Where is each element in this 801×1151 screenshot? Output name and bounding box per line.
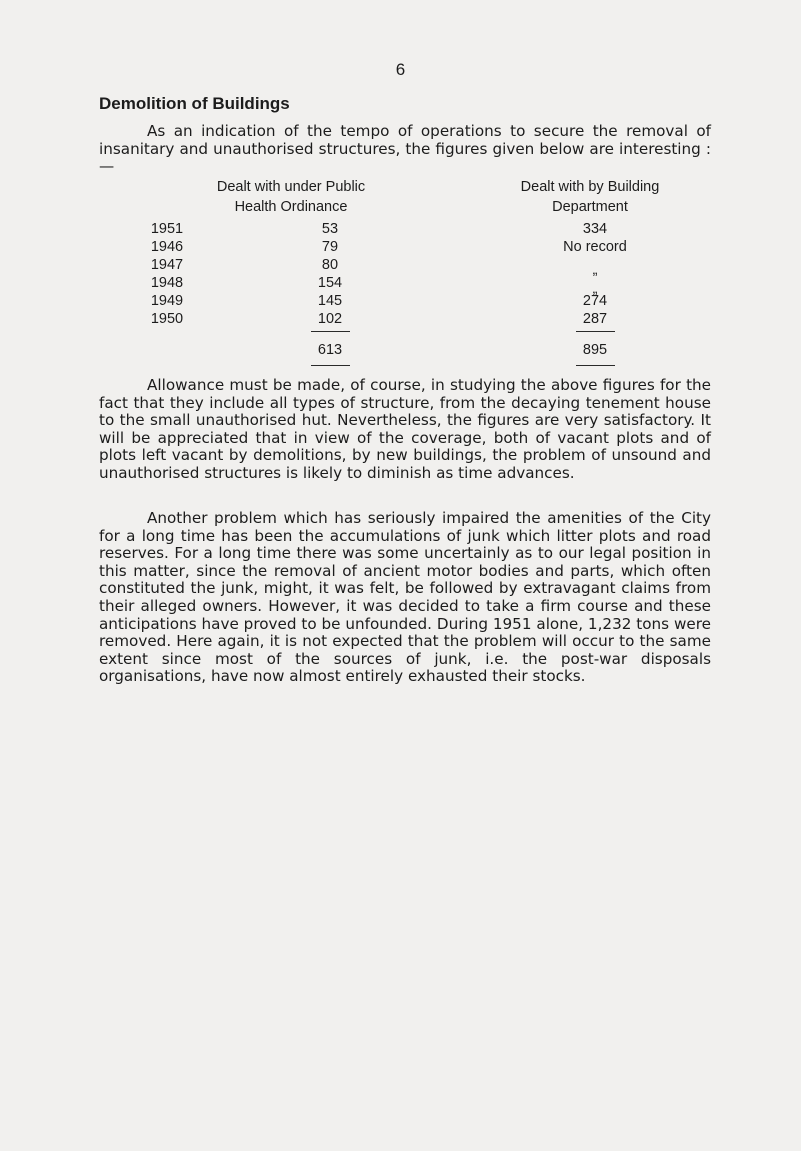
table-row-year: 1948 — [150, 275, 184, 291]
table-row-public-health-value: 154 — [317, 275, 343, 291]
total-rule-building-dept — [576, 365, 615, 366]
column-header-building-dept — [495, 177, 685, 217]
body-paragraph-allowance: Allowance must be made, of course, in studying the above figures for the fact that they include all types of structure, from the decaying tenement house to the small unauthorised hut. Nevertheless, the figures are very satisfactory. It will be appreciated that in view of the coverage, both of vacant plots and of plots left vacant by demolitions, by new buildings, the problem of unsound and unauthorised structures is likely to diminish as time advances. — [99, 376, 711, 482]
table-row-year: 1947 — [150, 257, 184, 273]
body-paragraph-junk: Another problem which has seriously impaired the amenities of the City for a long time has been the accumulations of junk which litter plots and road reserves. For a long time there was some uncertainly as to our legal position in this matter, since the removal of ancient motor bodies and parts, which often constituted the junk, might, it was felt, be followed by extravagant claims from their alleged owners. However, it was decided to take a firm course and these anticipations have proved to be unfounded. During 1951 alone, 1,232 tons were removed. Here again, it is not expected that the problem will occur to the same extent since most of the sources of junk, i.e. the post-war disposals organisations, have now almost entirely exhausted their stocks. — [99, 509, 711, 686]
subtotal-rule-building-dept — [576, 331, 615, 332]
table-row-year: 1949 — [150, 293, 184, 309]
column-header-public-health — [196, 177, 386, 217]
column-header-building-dept-line-2: Department — [552, 199, 628, 215]
section-heading: Demolition of Buildings — [99, 94, 290, 113]
total-rule-public-health — [311, 365, 350, 366]
table-row-public-health-value: 145 — [317, 293, 343, 309]
table-row-building-dept-value: No record — [563, 239, 627, 255]
intro-paragraph: As an indication of the tempo of operations to secure the removal of insanitary and unauthorised structures, the figures given below are interesting :— — [99, 122, 711, 176]
column-header-public-health-line-1: Dealt with under Public — [216, 179, 366, 195]
column-header-building-dept-line-1: Dealt with by Building — [520, 179, 660, 195]
table-row-year: 1951 — [150, 221, 184, 237]
table-row-building-dept-value: 274 — [582, 293, 608, 309]
page-number: 6 — [395, 60, 406, 79]
table-row-building-dept-value: 334 — [582, 221, 608, 237]
table-row-public-health-value: 102 — [317, 311, 343, 327]
table-row-building-dept-value: „ — [592, 281, 598, 297]
table-row-public-health-value: 53 — [321, 221, 339, 237]
total-public-health: 613 — [317, 342, 343, 358]
table-row-public-health-value: 80 — [321, 257, 339, 273]
table-row-building-dept-value: „ — [592, 262, 598, 278]
table-row-building-dept-value: 287 — [582, 311, 608, 327]
total-building-dept: 895 — [582, 342, 608, 358]
column-header-public-health-line-2: Health Ordinance — [234, 199, 348, 215]
table-row-year: 1946 — [150, 239, 184, 255]
table-row-year: 1950 — [150, 311, 184, 327]
subtotal-rule-public-health — [311, 331, 350, 332]
table-row-public-health-value: 79 — [321, 239, 339, 255]
